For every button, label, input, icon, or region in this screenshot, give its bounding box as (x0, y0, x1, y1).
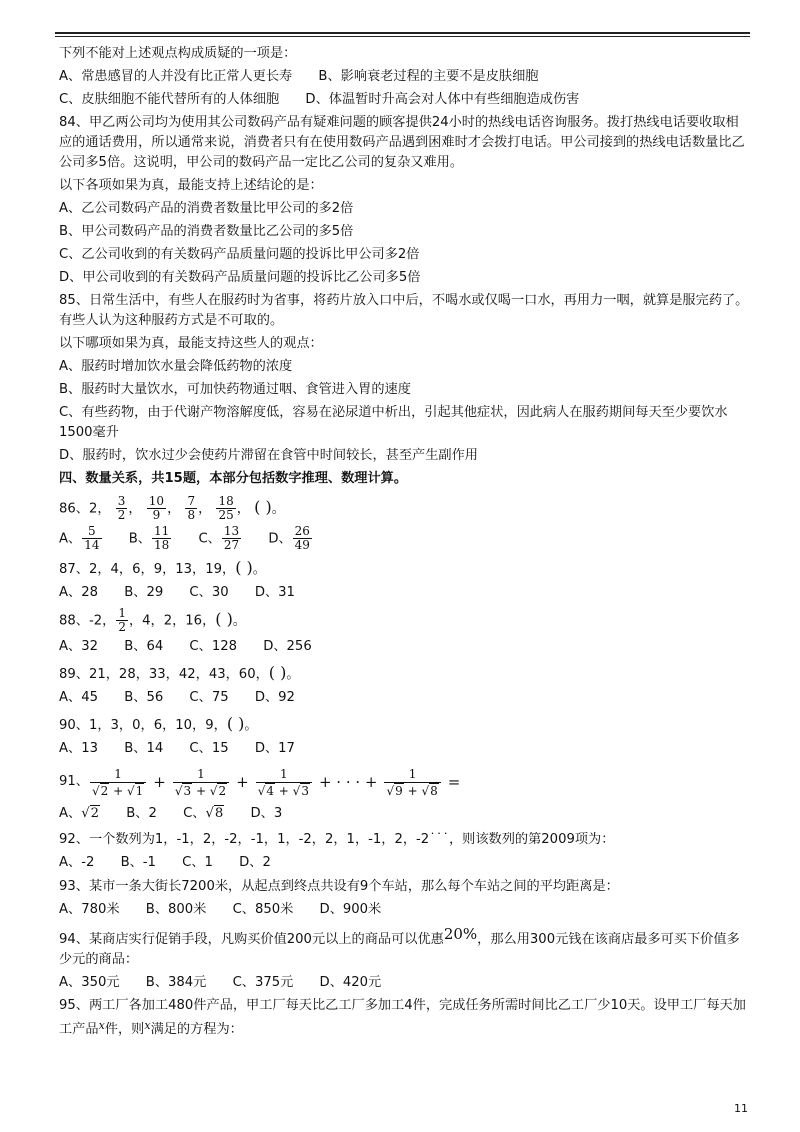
q94-option-a: A、350元 (59, 975, 120, 990)
q87-end: 。 (252, 562, 266, 577)
q91-option-a (59, 804, 100, 824)
q91-option-b (126, 804, 157, 824)
q92-options (59, 853, 749, 873)
q83-question: 下列不能对上述观点构成质疑的一项是： (59, 46, 297, 61)
q91-term-4 (384, 766, 440, 799)
q87-blank: ( ) (235, 558, 253, 577)
q86-options (59, 525, 749, 552)
q85-option-c: C、有些药物，由于代谢产物溶解度低，容易在泌尿道中析出，引起其他症状，因此病人在服药期间每天至少要饮水1500毫升 (59, 405, 728, 440)
q93-stem: 93、某市一条大街长7200米，从起点到终点共设有9个车站，那么每个车站之间的平均距离是： (59, 879, 619, 894)
q89-option-b: B、56 (124, 690, 164, 705)
q86-stem: 86、2， $\frac{3}{2}$ ， $\frac{10}{9}$ ， $\frac{7}{8}$ ， $\frac{18}{25}$ ， ( )。 (59, 494, 285, 522)
numerator: 5 (88, 524, 96, 538)
option-letter: A、 (59, 806, 82, 821)
option-letter: D、 (250, 806, 274, 821)
ellipsis-sum: + · · · + (318, 773, 378, 791)
numerator: 18 (218, 494, 234, 508)
denominator: 2 (117, 508, 126, 522)
q84-option-a: A、乙公司数码产品的消费者数量比甲公司的多2倍 (59, 201, 354, 216)
q84-option-c: C、乙公司收到的有关数码产品质量问题的投诉比甲公司多2倍 (59, 247, 420, 262)
q85-question: 以下哪项如果为真，最能支持这些人的观点： (59, 336, 323, 351)
q88-rest: ，4，2，16， (128, 613, 216, 629)
q86-option-b (129, 525, 173, 552)
q90-blank: ( ) (226, 714, 245, 733)
numerator: 26 (294, 524, 310, 538)
numerator: 1 (114, 766, 122, 781)
q89-option-a: A、45 (59, 690, 98, 705)
radicand: 8 (214, 806, 224, 821)
q86-fraction-2 (147, 495, 166, 522)
q93-option-a: A、780米 (59, 902, 120, 917)
option-letter: C、 (198, 531, 221, 547)
q85-option-a: A、服药时增加饮水量会降低药物的浓度 (59, 359, 293, 374)
q85-option-b: B、服药时大量饮水，可加快药物通过咽、食管进入胃的速度 (59, 382, 411, 397)
q87-option-d: D、31 (254, 585, 295, 600)
q86-option-a (59, 525, 103, 552)
q88-option-a: A、32 (59, 639, 98, 654)
q90-option-b: B、14 (124, 741, 164, 756)
denominator: 2 (118, 620, 126, 634)
radicand: 2 (218, 783, 227, 798)
q83-option-c: C、皮肤细胞不能代替所有的人体细胞 (59, 92, 280, 107)
q95-variable: x (144, 1019, 151, 1032)
radicand: 3 (183, 783, 192, 798)
q91-option-c (183, 804, 224, 824)
q85-stem: 85、日常生活中，有些人在服药时为省事，将药片放入口中后，不喝水或仅喝一口水，再用力一咽，就算是服完药了。有些人认为这种服药方式是不可取的。 (59, 293, 749, 328)
option-letter: B、 (128, 531, 151, 547)
q90-option-d: D、17 (254, 741, 295, 756)
q91-term-2 (173, 766, 229, 799)
option-letter: C、 (183, 806, 206, 821)
denominator: √2 + √1 (90, 782, 146, 799)
radicand: 1 (135, 783, 144, 798)
numerator: 3 (117, 494, 126, 508)
q88-stem (59, 607, 749, 634)
sqrt-expression: √2 (81, 806, 100, 821)
radicand: 9 (395, 783, 403, 798)
option-fraction (82, 525, 101, 552)
sqrt-expression: √8 (205, 806, 224, 821)
q86-option-d (268, 525, 313, 552)
q95-stem (59, 996, 749, 1040)
radicand: 4 (266, 783, 274, 798)
q88-end: 。 (232, 613, 247, 629)
option-letter: D、 (268, 531, 292, 547)
q89-end: 。 (286, 667, 300, 682)
q94-stem (59, 924, 749, 970)
q95-variable: x (98, 1019, 105, 1032)
denominator: √3 + √2 (173, 782, 229, 799)
q89-option-d: D、92 (254, 690, 295, 705)
q89-option-c: C、75 (189, 690, 229, 705)
numerator: 13 (223, 524, 240, 538)
option-value: 2 (148, 806, 157, 821)
denominator: 9 (147, 508, 166, 522)
q84-option-b: B、甲公司数码产品的消费者数量比乙公司的多5倍 (59, 224, 354, 239)
section-title: 四、数量关系，共15题，本部分包括数字推理、数理计算。 (59, 471, 408, 486)
denominator: 49 (294, 538, 310, 552)
q94-stem-b: ，那么用300元钱在该商店最多可买下价值多少元的商品： (59, 932, 740, 967)
q89-blank: ( ) (268, 663, 287, 682)
equals-sign: = (447, 773, 461, 791)
q92-option-d: D、2 (239, 855, 271, 870)
document-page (59, 44, 749, 1043)
q88-option-c: C、128 (189, 639, 237, 654)
q83-option-b: B、影响衰老过程的主要不是皮肤细胞 (318, 69, 539, 84)
q91-equation (59, 762, 749, 802)
numerator: 10 (148, 494, 165, 508)
q95-stem-b: 件，则 (104, 1022, 145, 1037)
denominator: 18 (153, 538, 170, 552)
q84-option-d: D、甲公司收到的有关数码产品质量问题的投诉比乙公司多5倍 (59, 270, 421, 285)
numerator: 11 (153, 524, 170, 538)
q91-options (59, 804, 749, 824)
q86-fraction-1 (116, 495, 128, 522)
header-rule-thick (55, 32, 750, 34)
q90-stem-text: 90、1，3，0，6，10，9， (59, 718, 227, 733)
page-number: 11 (734, 1102, 748, 1115)
q95-stem-c: 满足的方程为： (150, 1022, 243, 1037)
option-letter: A、 (59, 531, 82, 547)
q94-percent: 20% (443, 925, 478, 943)
q94-option-d: D、420元 (319, 975, 382, 990)
numerator: 1 (197, 766, 205, 781)
q91-label: 91、 (59, 774, 89, 789)
plus-sign: + (153, 773, 166, 791)
q86-end: 。 (271, 501, 285, 517)
q88-blank: ( ) (215, 609, 233, 629)
q88-option-b: B、64 (124, 639, 164, 654)
q83-option-d: D、体温暂时升高会对人体中有些细胞造成伤害 (305, 92, 580, 107)
q86-fraction-3 (185, 495, 197, 522)
q87-stem-text: 87、2，4，6，9，13，19， (59, 562, 236, 577)
q94-option-b: B、384元 (145, 975, 207, 990)
q90-options (59, 739, 749, 759)
q83-options-row-1 (59, 67, 749, 87)
q94-option-c: C、375元 (232, 975, 294, 990)
q83-option-a: A、常患感冒的人并没有比正常人更长寿 (59, 69, 293, 84)
q95-stem-a: 95、两工厂各加工480件产品，甲工厂每天比乙工厂多加工4件，完成任务所需时间比乙工厂少10天。设甲工厂每天加工产品 (59, 998, 746, 1037)
option-fraction (152, 525, 171, 552)
q88-label: 88、-2， (59, 613, 116, 629)
q92-option-c: C、1 (182, 855, 213, 870)
denominator: √4 + √3 (256, 782, 312, 799)
q92-option-b: B、-1 (120, 855, 156, 870)
q94-options (59, 973, 749, 993)
q86-option-c (198, 525, 242, 552)
q91-term-3 (256, 766, 312, 799)
q84-stem: 84、甲乙两公司均为使用其公司数码产品有疑难问题的顾客提供24小时的热线电话咨询服务。拨打热线电话要收取相应的通话费用，所以通常来说，消费者只有在使用数码产品遇到困难时才会拨打电话。甲公司接到的热线电话数量比乙公司多5倍。这说明，甲公司的数码产品一定比乙公司的复杂又难用。 (59, 115, 745, 170)
option-fraction (222, 525, 241, 552)
numerator: 7 (187, 494, 196, 508)
q91-option-d (250, 804, 282, 824)
q87-option-c: C、30 (189, 585, 229, 600)
q86-fraction-4 (216, 495, 235, 522)
denominator: 25 (218, 508, 234, 522)
radicand: 2 (100, 783, 109, 798)
q90-stem (59, 714, 749, 736)
radicand: 8 (430, 783, 438, 798)
option-value: 3 (273, 806, 283, 821)
q89-stem (59, 663, 749, 685)
q92-stem: 92、一个数列为1，-1，2，-2，-1，1，-2，2，1，-1，2，-2˙˙˙，则该数列的第2009项为： (59, 832, 615, 847)
q92-option-a: A、-2 (59, 855, 95, 870)
numerator: 1 (280, 766, 288, 781)
q86-blank: ( ) (254, 497, 272, 517)
q90-option-c: C、15 (189, 741, 229, 756)
q91-term-1 (90, 766, 146, 799)
numerator: 1 (118, 606, 126, 620)
q93-option-b: B、800米 (145, 902, 207, 917)
denominator: 27 (223, 538, 240, 552)
q94-stem-a: 94、某商店实行促销手段，凡购买价值200元以上的商品可以优惠 (59, 932, 444, 947)
q93-option-c: C、850米 (232, 902, 294, 917)
radicand: 3 (301, 783, 309, 798)
option-fraction (293, 525, 312, 552)
q84-question: 以下各项如果为真，最能支持上述结论的是： (59, 178, 323, 193)
q88-fraction (116, 607, 128, 634)
q87-stem (59, 558, 749, 580)
q88-option-d: D、256 (263, 639, 312, 654)
q86-label: 86、2， (59, 501, 111, 517)
denominator: 14 (84, 538, 100, 552)
denominator: 8 (187, 508, 196, 522)
numerator: 1 (408, 766, 417, 781)
header-rule-thin (55, 36, 750, 37)
q90-end: 。 (244, 718, 258, 733)
q89-stem-text: 89、21，28，33，42，43，60， (59, 667, 269, 682)
q87-option-b: B、29 (124, 585, 164, 600)
plus-sign: + (236, 773, 249, 791)
q85-option-d: D、服药时，饮水过少会使药片滞留在食管中时间较长，甚至产生副作用 (59, 448, 478, 463)
q90-option-a: A、13 (59, 741, 98, 756)
q89-options (59, 688, 749, 708)
q93-options (59, 900, 749, 920)
denominator: √9 + √8 (384, 782, 440, 799)
q87-options (59, 583, 749, 603)
q88-options (59, 637, 749, 657)
radicand: 2 (90, 806, 100, 821)
q93-option-d: D、900米 (319, 902, 382, 917)
q83-options-row-2 (59, 90, 749, 110)
option-letter: B、 (126, 806, 149, 821)
q87-option-a: A、28 (59, 585, 98, 600)
